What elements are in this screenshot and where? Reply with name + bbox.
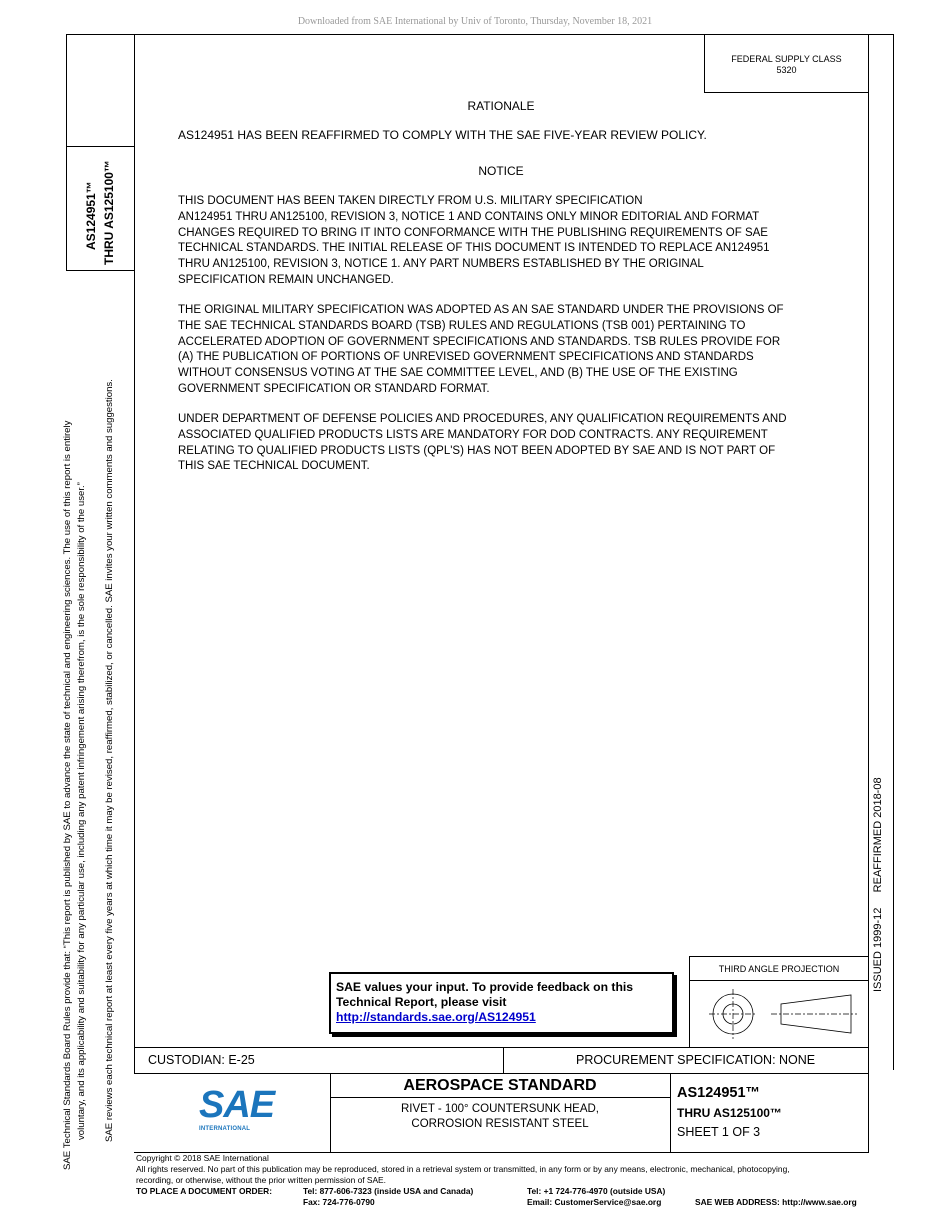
- standard-title: AEROSPACE STANDARD: [403, 1077, 597, 1094]
- notice-p2-line: WITHOUT CONSENSUS VOTING AT THE SAE COMMITTEE LEVEL, AND (B) THE USE OF THE EXISTING: [178, 367, 738, 380]
- feedback-link[interactable]: http://standards.sae.org/AS124951: [336, 1010, 536, 1024]
- side-id-divider: [66, 146, 134, 147]
- doc-number-1: AS124951™: [677, 1085, 761, 1101]
- notice-p3-line: THIS SAE TECHNICAL DOCUMENT.: [178, 460, 370, 473]
- sae-logo: [199, 1084, 275, 1136]
- title-block-std-underline: [330, 1097, 670, 1098]
- side-notice-line3: SAE reviews each technical report at least every five years at which time it may be revised, reaffirmed, stabilized, or cancelled. SAE invites your written comments and suggestions.: [104, 379, 115, 1142]
- notice-p2-line: THE ORIGINAL MILITARY SPECIFICATION WAS ADOPTED AS AN SAE STANDARD UNDER THE PROVISIONS OF: [178, 304, 784, 316]
- notice-p3-line: ASSOCIATED QUALIFIED PRODUCTS LISTS ARE MANDATORY FOR DOD CONTRACTS. ANY REQUIREMENT: [178, 428, 768, 441]
- side-notice-line2: voluntary, and its applicability and suitability for any particular use, including any patent infringement arising therefrom, is the sole responsibility of the user.”: [76, 482, 87, 1140]
- title-block-right-edge: [868, 1074, 869, 1152]
- sae-logo-mark: SAE: [199, 1084, 275, 1126]
- notice-p2-line: (A) THE PUBLICATION OF PORTIONS OF UNREVISED GOVERNMENT SPECIFICATIONS AND STANDARDS: [178, 351, 754, 364]
- federal-supply-class-value: 5320: [776, 65, 797, 75]
- rationale-text: AS124951 HAS BEEN REAFFIRMED TO COMPLY WITH THE SAE FIVE-YEAR REVIEW POLICY.: [178, 128, 707, 142]
- notice-p1-line: CHANGES REQUIRED TO BRING IT INTO CONFORMANCE WITH THE PUBLISHING REQUIREMENTS OF SAE: [178, 226, 768, 239]
- notice-p1-line: THRU AN125100, REVISION 3, NOTICE 1. ANY PART NUMBERS ESTABLISHED BY THE ORIGINAL: [178, 258, 704, 271]
- rationale-heading: RATIONALE: [467, 99, 535, 113]
- procurement-label: PROCUREMENT SPECIFICATION: NONE: [576, 1053, 816, 1067]
- frame-left-inner: [134, 34, 135, 1070]
- footer-tel-intl: Tel: +1 724-776-4970 (outside USA): [527, 1186, 666, 1196]
- notice-paragraph-3: [178, 412, 838, 475]
- footer-order-label: TO PLACE A DOCUMENT ORDER:: [136, 1186, 273, 1196]
- notice-p3-line: RELATING TO QUALIFIED PRODUCTS LISTS (QPL'S) HAS NOT BEEN ADOPTED BY SAE AND IS NOT PART OF: [178, 444, 776, 457]
- frame-right: [893, 34, 894, 1070]
- notice-paragraph-2: [178, 303, 838, 398]
- side-id-bottom: [66, 270, 134, 271]
- notice-p1-line: SPECIFICATION REMAIN UNCHANGED.: [178, 273, 394, 286]
- notice-p2-line: ACCELERATED ADOPTION OF GOVERNMENT SPECIFICATIONS AND STANDARDS. TSB RULES PROVIDE FOR: [178, 335, 781, 348]
- feedback-box: [329, 972, 674, 1034]
- notice-p1-line: THIS DOCUMENT HAS BEEN TAKEN DIRECTLY FROM U.S. MILITARY SPECIFICATION: [178, 195, 643, 207]
- part-description-1: RIVET - 100° COUNTERSUNK HEAD,: [400, 1103, 599, 1115]
- feedback-line2: Technical Report, please visit: [336, 995, 507, 1009]
- federal-supply-class-label: FEDERAL SUPPLY CLASS: [731, 54, 842, 64]
- custodian-divider: [503, 1047, 504, 1074]
- doc-number-2: THRU AS125100™: [677, 1106, 782, 1120]
- footer-rights-1: All rights reserved. No part of this publication may be reproduced, stored in a retrieval system or transmitted, in any form or by any means, electronic, mechanical, photocopying,: [136, 1164, 790, 1174]
- footer-rights-2: recording, or otherwise, without the prior written permission of SAE.: [136, 1175, 386, 1185]
- notice-p1-line: AN124951 THRU AN125100, REVISION 3, NOTICE 1 AND CONTAINS ONLY MINOR EDITORIAL AND FORMAT: [178, 210, 760, 223]
- notice-p1-line: TECHNICAL STANDARDS. THE INITIAL RELEASE OF THIS DOCUMENT IS INTENDED TO REPLACE AN124951: [178, 242, 770, 255]
- side-doc-id-line1: AS124951™: [84, 181, 98, 250]
- footer-fax: Fax: 724-776-0790: [303, 1197, 375, 1207]
- footer-email[interactable]: Email: CustomerService@sae.org: [527, 1197, 662, 1207]
- notice-p2-line: GOVERNMENT SPECIFICATION OR STANDARD FORMAT.: [178, 382, 490, 395]
- projection-symbol: [689, 981, 869, 1047]
- side-notice-line1: SAE Technical Standards Board Rules provide that: “This report is published by SAE to advance the state of technical and engineering sciences. The use of this report is entirely: [62, 420, 73, 1170]
- frame-left: [66, 34, 67, 271]
- notice-p3-line: UNDER DEPARTMENT OF DEFENSE POLICIES AND PROCEDURES, ANY QUALIFICATION REQUIREMENTS AND: [178, 413, 787, 425]
- footer-web[interactable]: SAE WEB ADDRESS: http://www.sae.org: [695, 1197, 857, 1207]
- part-description-2: CORROSION RESISTANT STEEL: [411, 1118, 589, 1130]
- side-doc-id-line2: THRU AS125100™: [102, 160, 116, 265]
- footer-copyright: Copyright © 2018 SAE International: [136, 1153, 269, 1163]
- notice-p2-line: THE SAE TECHNICAL STANDARDS BOARD (TSB) RULES AND REGULATIONS (TSB 001) PERTAINING TO: [178, 319, 746, 332]
- notice-paragraph-1: [178, 194, 838, 289]
- feedback-line1: SAE values your input. To provide feedback on this: [336, 980, 634, 994]
- sheet-number: SHEET 1 OF 3: [677, 1125, 761, 1139]
- title-block-right-divider: [670, 1074, 671, 1152]
- sae-logo-sub: INTERNATIONAL: [199, 1126, 251, 1132]
- frame-right-inner: [868, 34, 869, 1070]
- notice-heading: NOTICE: [478, 164, 524, 178]
- projection-label: THIRD ANGLE PROJECTION: [718, 964, 840, 974]
- issued-reaffirmed: ISSUED 1999-12 REAFFIRMED 2018-08: [872, 777, 884, 992]
- footer-tel-us: Tel: 877-606-7323 (inside USA and Canada): [303, 1186, 474, 1196]
- custodian-label: CUSTODIAN: E-25: [148, 1053, 255, 1067]
- download-note: Downloaded from SAE International by Univ of Toronto, Thursday, November 18, 2021: [297, 16, 653, 27]
